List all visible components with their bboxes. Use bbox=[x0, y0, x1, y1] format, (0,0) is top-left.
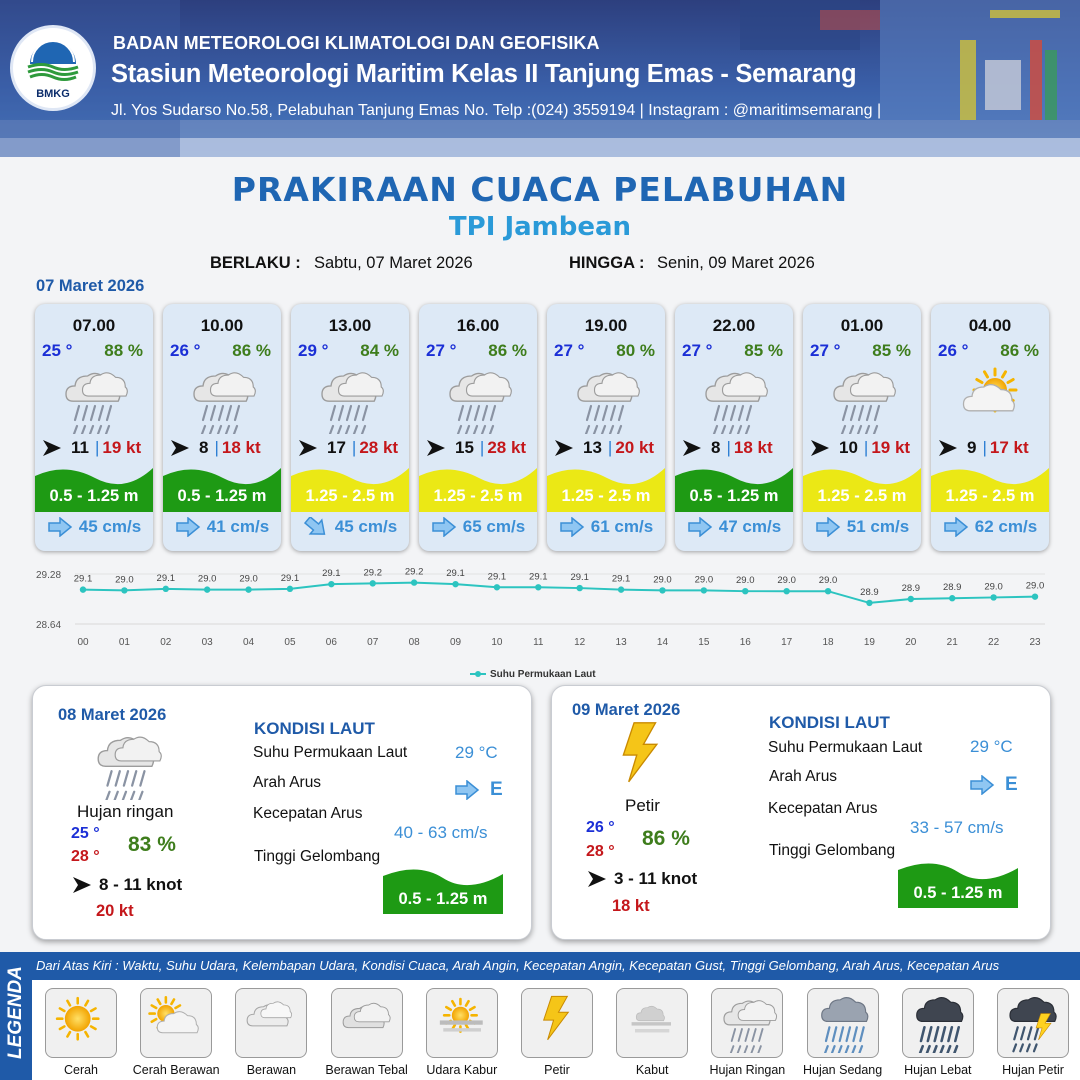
hourly-card bbox=[291, 304, 409, 551]
wind-direction-icon bbox=[41, 437, 63, 459]
air-temperature: 27 ° bbox=[810, 341, 841, 360]
haze-icon bbox=[433, 993, 493, 1053]
legend-series-name: Suhu Permukaan Laut bbox=[490, 669, 596, 680]
data-point bbox=[287, 586, 293, 592]
legend-item-label: Petir bbox=[544, 1063, 570, 1077]
separator: | bbox=[863, 438, 869, 457]
day-condition: Petir bbox=[625, 796, 660, 815]
hourly-card bbox=[163, 304, 281, 551]
light-rain-icon bbox=[187, 364, 257, 434]
x-tick-label: 07 bbox=[367, 637, 379, 648]
wind-direction-icon bbox=[169, 437, 191, 459]
wind-speed: 11 bbox=[71, 438, 89, 457]
data-point bbox=[742, 588, 748, 594]
wave-height: 1.25 - 2.5 m bbox=[305, 487, 395, 505]
thunder-icon bbox=[602, 718, 672, 800]
sea-condition-title: KONDISI LAUT bbox=[254, 719, 375, 738]
legend-item-label: Udara Kabur bbox=[426, 1063, 498, 1077]
sunny-cloudy-icon bbox=[147, 993, 207, 1053]
fog-icon bbox=[623, 993, 683, 1053]
data-label: 29.0 bbox=[984, 581, 1003, 593]
data-label: 29.1 bbox=[73, 573, 93, 585]
separator: | bbox=[351, 438, 357, 457]
sst-chart bbox=[30, 562, 1060, 682]
gust-speed: 28 kt bbox=[487, 438, 527, 457]
data-label: 29.0 bbox=[197, 573, 217, 585]
legend-item-label: Kabut bbox=[635, 1063, 669, 1077]
wind-direction-icon bbox=[809, 437, 831, 459]
separator: | bbox=[726, 438, 731, 457]
y-tick-label: 29.28 bbox=[36, 570, 62, 581]
wind-direction-icon bbox=[553, 437, 575, 459]
current-arrow-icon bbox=[47, 517, 73, 537]
legend-item bbox=[616, 988, 688, 1058]
data-label: 29.0 bbox=[818, 575, 838, 587]
wave-height: 1.25 - 2.5 m bbox=[561, 487, 651, 505]
data-label: 29.0 bbox=[736, 575, 755, 587]
current-row bbox=[419, 517, 537, 537]
wave-height: 0.5 - 1.25 m bbox=[689, 487, 779, 505]
separator: | bbox=[479, 438, 485, 457]
hourly-card bbox=[547, 304, 665, 551]
current-speed: 61 cm/s bbox=[590, 517, 654, 536]
forecast-time: 16.00 bbox=[456, 316, 500, 335]
current-row bbox=[35, 517, 153, 537]
data-label: 29.0 bbox=[1025, 580, 1045, 592]
current-row bbox=[547, 517, 665, 537]
light-rain-icon bbox=[91, 728, 163, 800]
gust-speed: 28 kt bbox=[359, 438, 399, 457]
data-label: 29.1 bbox=[322, 568, 341, 580]
current-speed: 47 cm/s bbox=[718, 517, 782, 536]
data-label: 28.9 bbox=[901, 583, 921, 594]
legend-item bbox=[807, 988, 879, 1058]
humidity: 85 % bbox=[872, 341, 911, 360]
current-arrow-icon bbox=[687, 517, 713, 537]
day1-date: 07 Maret 2026 bbox=[36, 277, 145, 295]
chart-legend bbox=[470, 669, 596, 680]
legend-item-label: Hujan Sedang bbox=[802, 1063, 883, 1077]
cloudy-icon bbox=[242, 993, 302, 1053]
data-point bbox=[990, 594, 996, 600]
data-label: 29.1 bbox=[280, 572, 300, 584]
separator: | bbox=[214, 438, 219, 457]
hourly-card bbox=[931, 304, 1049, 551]
forecast-time: 10.00 bbox=[200, 316, 244, 335]
data-label: 29.1 bbox=[529, 571, 548, 583]
legend-item-label: Hujan Ringan bbox=[709, 1063, 786, 1077]
legend-item-label: Berawan Tebal bbox=[325, 1063, 408, 1077]
data-label: 29.0 bbox=[115, 574, 134, 586]
current-arrow-icon bbox=[559, 517, 585, 537]
wind-direction-icon bbox=[71, 875, 93, 895]
current-arrow-icon bbox=[431, 517, 457, 537]
current-row bbox=[163, 517, 281, 537]
current-speed-value: 33 - 57 cm/s bbox=[910, 818, 1004, 837]
wave-height-value: 0.5 - 1.25 m bbox=[913, 884, 1003, 902]
x-tick-label: 17 bbox=[781, 637, 793, 648]
station-address: Jl. Yos Sudarso No.58, Pelabuhan Tanjung Emas No. Telp :(024) 3559194 | Instagram : @maritimsemarang | bbox=[111, 102, 882, 119]
x-tick-label: 16 bbox=[739, 637, 751, 648]
x-tick-label: 05 bbox=[284, 637, 296, 648]
station-name: Stasiun Meteorologi Maritim Kelas II Tanjung Emas - Semarang bbox=[111, 60, 857, 88]
light-rain-icon bbox=[443, 364, 513, 434]
wind-direction-icon bbox=[297, 437, 319, 459]
current-arrow-icon bbox=[969, 775, 995, 795]
wave-height-value: 0.5 - 1.25 m bbox=[398, 890, 488, 908]
x-tick-label: 01 bbox=[118, 637, 130, 648]
legend-item bbox=[331, 988, 403, 1058]
light-rain-icon bbox=[699, 364, 769, 434]
data-label: 29.0 bbox=[239, 573, 258, 585]
data-label: 29.1 bbox=[570, 572, 589, 584]
current-dir-label: Arah Arus bbox=[769, 768, 838, 785]
day-gust: 20 kt bbox=[96, 902, 134, 920]
humidity: 85 % bbox=[744, 341, 783, 360]
air-temperature: 27 ° bbox=[682, 341, 713, 360]
current-arrow-icon bbox=[943, 517, 969, 537]
legend-item bbox=[711, 988, 783, 1058]
x-tick-label: 23 bbox=[1029, 637, 1041, 648]
wind-direction-icon bbox=[937, 437, 959, 459]
valid-from-value: Sabtu, 07 Maret 2026 bbox=[314, 254, 473, 272]
day-wind bbox=[586, 869, 697, 889]
x-tick-label: 19 bbox=[863, 637, 875, 648]
thunder-icon bbox=[528, 993, 588, 1053]
thunderstorm-icon bbox=[1004, 993, 1064, 1053]
current-speed-value: 40 - 63 cm/s bbox=[394, 823, 488, 842]
data-point bbox=[163, 586, 169, 592]
humidity: 86 % bbox=[232, 341, 271, 360]
x-tick-label: 22 bbox=[988, 637, 1000, 648]
light-rain-icon bbox=[827, 364, 897, 434]
wind-row bbox=[809, 437, 915, 459]
wind-direction-icon bbox=[586, 869, 608, 889]
legend-item-label: Cerah bbox=[63, 1063, 99, 1077]
legend-item bbox=[45, 988, 117, 1058]
wind-speed: 9 bbox=[967, 438, 977, 457]
wind-speed: 17 bbox=[327, 438, 346, 457]
current-arrow-icon bbox=[303, 517, 329, 537]
hourly-card bbox=[419, 304, 537, 551]
legend-item-label: Cerah Berawan bbox=[132, 1063, 220, 1077]
x-tick-label: 08 bbox=[408, 637, 420, 648]
humidity: 86 % bbox=[1000, 341, 1039, 360]
moderate-rain-icon bbox=[814, 993, 874, 1053]
sst-value: 29 °C bbox=[970, 737, 1013, 756]
humidity: 86 % bbox=[488, 341, 527, 360]
legend-item bbox=[426, 988, 498, 1058]
logo-text: BMKG bbox=[36, 88, 70, 100]
legend-item-label: Berawan bbox=[246, 1063, 297, 1077]
x-tick-label: 04 bbox=[243, 637, 255, 648]
x-tick-label: 03 bbox=[201, 637, 213, 648]
air-temperature: 27 ° bbox=[426, 341, 457, 360]
gust-speed: 17 kt bbox=[989, 438, 1029, 457]
wave-height: 1.25 - 2.5 m bbox=[945, 487, 1035, 505]
data-point bbox=[949, 595, 955, 601]
separator: | bbox=[94, 438, 100, 457]
wind-speed: 15 bbox=[455, 438, 474, 457]
valid-to-value: Senin, 09 Maret 2026 bbox=[657, 254, 815, 272]
sst-value: 29 °C bbox=[455, 743, 498, 762]
day-wind-speed: 8 - 11 knot bbox=[99, 875, 183, 894]
light-rain-icon bbox=[315, 364, 385, 434]
legend-item bbox=[140, 988, 212, 1058]
sst-series-line bbox=[83, 583, 1035, 603]
humidity: 80 % bbox=[616, 341, 655, 360]
current-speed: 45 cm/s bbox=[334, 517, 398, 536]
current-speed: 65 cm/s bbox=[462, 517, 526, 536]
forecast-time: 04.00 bbox=[968, 316, 1012, 335]
wave-label: Tinggi Gelombang bbox=[769, 842, 896, 859]
current-speed-label: Kecepatan Arus bbox=[768, 800, 878, 817]
legend-description: Dari Atas Kiri : Waktu, Suhu Udara, Kelembapan Udara, Kondisi Cuaca, Arah Angin, Kecepatan Angin, Kecepatan Gust, Tinggi Gelombang, Arah Arus, Kecepatan Arus bbox=[36, 958, 1000, 973]
partly-cloudy-icon bbox=[955, 364, 1025, 434]
light-rain-icon bbox=[718, 993, 778, 1053]
current-row bbox=[291, 517, 409, 537]
data-label: 29.0 bbox=[694, 574, 714, 586]
legend bbox=[0, 952, 1080, 1080]
legend-item bbox=[902, 988, 974, 1058]
wind-row bbox=[297, 437, 403, 459]
legend-title: LEGENDA bbox=[5, 966, 26, 1059]
wind-row bbox=[681, 437, 787, 459]
wind-speed: 8 bbox=[199, 438, 209, 457]
wind-direction-icon bbox=[681, 437, 703, 459]
data-point bbox=[245, 586, 251, 592]
current-arrow-icon bbox=[454, 780, 480, 800]
wind-row bbox=[425, 437, 531, 459]
wind-row bbox=[553, 437, 659, 459]
data-point bbox=[618, 586, 624, 592]
location-subtitle: TPI Jambean bbox=[448, 212, 632, 242]
current-arrow-icon bbox=[815, 517, 841, 537]
x-tick-label: 18 bbox=[822, 637, 834, 648]
sst-label: Suhu Permukaan Laut bbox=[253, 744, 408, 761]
x-tick-label: 02 bbox=[160, 637, 172, 648]
data-point bbox=[452, 581, 458, 587]
wind-row bbox=[937, 437, 1043, 459]
data-label: 29.0 bbox=[777, 575, 796, 587]
bmkg-logo bbox=[10, 25, 96, 111]
data-label: 29.2 bbox=[404, 566, 424, 578]
air-temperature: 26 ° bbox=[170, 341, 201, 360]
gust-speed: 19 kt bbox=[102, 438, 142, 457]
x-tick-label: 15 bbox=[698, 637, 710, 648]
data-label: 29.0 bbox=[653, 574, 672, 586]
day-temp-min: 26 ° bbox=[586, 819, 615, 836]
x-tick-label: 00 bbox=[77, 637, 89, 648]
hourly-card bbox=[675, 304, 793, 551]
gust-speed: 18 kt bbox=[221, 438, 261, 457]
bmkg-emblem-icon bbox=[24, 36, 82, 86]
wind-direction-icon bbox=[425, 437, 447, 459]
data-point bbox=[535, 584, 541, 590]
wave-height: 1.25 - 2.5 m bbox=[817, 487, 907, 505]
data-point bbox=[908, 596, 914, 602]
data-point bbox=[866, 600, 872, 606]
x-tick-label: 11 bbox=[533, 637, 544, 648]
current-direction bbox=[969, 774, 1018, 796]
forecast-time: 19.00 bbox=[584, 316, 628, 335]
header-banner bbox=[0, 0, 1080, 157]
data-label: 29.1 bbox=[156, 572, 176, 584]
current-speed: 41 cm/s bbox=[206, 517, 270, 536]
x-tick-label: 10 bbox=[491, 637, 503, 648]
data-label: 29.1 bbox=[446, 568, 465, 580]
day-panel-1 bbox=[32, 685, 532, 940]
current-row bbox=[675, 517, 793, 537]
wave-height: 1.25 - 2.5 m bbox=[433, 487, 523, 505]
day-temp-max: 28 ° bbox=[586, 843, 615, 860]
current-arrow-icon bbox=[175, 517, 201, 537]
wave-height: 0.5 - 1.25 m bbox=[177, 487, 267, 505]
current-speed: 62 cm/s bbox=[974, 517, 1038, 536]
y-tick-label: 28.64 bbox=[36, 620, 62, 631]
wind-speed: 8 bbox=[711, 438, 721, 457]
x-tick-label: 13 bbox=[615, 637, 627, 648]
forecast-time: 13.00 bbox=[328, 316, 372, 335]
data-point bbox=[328, 581, 334, 587]
wave-height: 0.5 - 1.25 m bbox=[49, 487, 139, 505]
sea-condition-title: KONDISI LAUT bbox=[769, 713, 890, 732]
day-wind-speed: 3 - 11 knot bbox=[614, 869, 698, 888]
x-tick-label: 20 bbox=[905, 637, 917, 648]
forecast-time: 07.00 bbox=[72, 316, 116, 335]
forecast-time: 22.00 bbox=[712, 316, 756, 335]
data-point bbox=[659, 587, 665, 593]
wind-row bbox=[41, 437, 147, 459]
x-tick-label: 09 bbox=[449, 637, 462, 648]
wind-row bbox=[169, 437, 275, 459]
data-point bbox=[411, 579, 417, 585]
current-dir-value: E bbox=[1005, 774, 1018, 795]
day-wind bbox=[71, 875, 182, 895]
x-tick-label: 06 bbox=[325, 637, 337, 648]
current-speed: 51 cm/s bbox=[846, 517, 910, 536]
current-row bbox=[931, 517, 1049, 537]
sst-label: Suhu Permukaan Laut bbox=[768, 739, 923, 756]
day-date: 09 Maret 2026 bbox=[572, 701, 681, 719]
legend-item bbox=[997, 988, 1069, 1058]
agency-name: BADAN METEOROLOGI KLIMATOLOGI DAN GEOFISIKA bbox=[113, 33, 600, 53]
data-point bbox=[1032, 593, 1038, 599]
data-point bbox=[80, 586, 86, 592]
data-label: 28.9 bbox=[860, 586, 879, 598]
air-temperature: 26 ° bbox=[938, 341, 969, 360]
day-humidity: 86 % bbox=[642, 827, 690, 850]
forecast-time: 01.00 bbox=[840, 316, 884, 335]
separator: | bbox=[607, 438, 613, 457]
humidity: 84 % bbox=[360, 341, 399, 360]
air-temperature: 29 ° bbox=[298, 341, 329, 360]
x-tick-label: 14 bbox=[656, 637, 669, 648]
data-point bbox=[121, 587, 127, 593]
current-speed: 45 cm/s bbox=[78, 517, 142, 536]
data-point bbox=[494, 584, 500, 590]
data-point bbox=[370, 580, 376, 586]
hourly-card bbox=[803, 304, 921, 551]
legend-item bbox=[235, 988, 307, 1058]
day-temp-max: 28 ° bbox=[71, 848, 100, 865]
x-tick-label: 21 bbox=[946, 637, 958, 648]
data-label: 29.2 bbox=[363, 567, 382, 579]
valid-from-label: BERLAKU : bbox=[210, 254, 301, 272]
current-speed-label: Kecepatan Arus bbox=[253, 805, 363, 822]
data-point bbox=[576, 585, 582, 591]
legend-item bbox=[521, 988, 593, 1058]
data-label: 29.1 bbox=[611, 573, 631, 585]
data-label: 29.1 bbox=[487, 571, 507, 583]
valid-to-label: HINGGA : bbox=[569, 254, 645, 272]
overcast-icon bbox=[338, 993, 398, 1053]
air-temperature: 25 ° bbox=[42, 341, 73, 360]
separator: | bbox=[982, 438, 987, 457]
wave-label: Tinggi Gelombang bbox=[254, 848, 381, 865]
day-condition: Hujan ringan bbox=[77, 802, 174, 821]
wind-speed: 13 bbox=[583, 438, 602, 457]
x-tick-label: 12 bbox=[574, 637, 586, 648]
light-rain-icon bbox=[59, 364, 129, 434]
light-rain-icon bbox=[571, 364, 641, 434]
gust-speed: 18 kt bbox=[733, 438, 773, 457]
legend-item-label: Hujan Petir bbox=[1002, 1063, 1064, 1077]
day-humidity: 83 % bbox=[128, 833, 176, 856]
heavy-rain-icon bbox=[909, 993, 969, 1053]
current-direction bbox=[454, 779, 503, 801]
day-panel-2 bbox=[551, 685, 1051, 940]
sunny-icon bbox=[52, 993, 112, 1053]
day-gust: 18 kt bbox=[612, 897, 650, 915]
wind-speed: 10 bbox=[839, 438, 858, 457]
current-row bbox=[803, 517, 921, 537]
data-label: 28.9 bbox=[942, 582, 962, 594]
legend-item-label: Hujan Lebat bbox=[904, 1063, 972, 1077]
gust-speed: 20 kt bbox=[615, 438, 655, 457]
humidity: 88 % bbox=[104, 341, 143, 360]
data-point bbox=[825, 588, 831, 594]
air-temperature: 27 ° bbox=[554, 341, 585, 360]
day-date: 08 Maret 2026 bbox=[58, 706, 167, 724]
current-dir-value: E bbox=[490, 779, 503, 800]
current-dir-label: Arah Arus bbox=[253, 774, 322, 791]
legend-sidebar bbox=[0, 952, 32, 1080]
gust-speed: 19 kt bbox=[871, 438, 911, 457]
hourly-card bbox=[35, 304, 153, 551]
data-point bbox=[701, 587, 707, 593]
data-point bbox=[783, 588, 789, 594]
data-point bbox=[204, 586, 210, 592]
day-temp-min: 25 ° bbox=[71, 825, 100, 842]
page-title: PRAKIRAAN CUACA PELABUHAN bbox=[231, 170, 849, 209]
